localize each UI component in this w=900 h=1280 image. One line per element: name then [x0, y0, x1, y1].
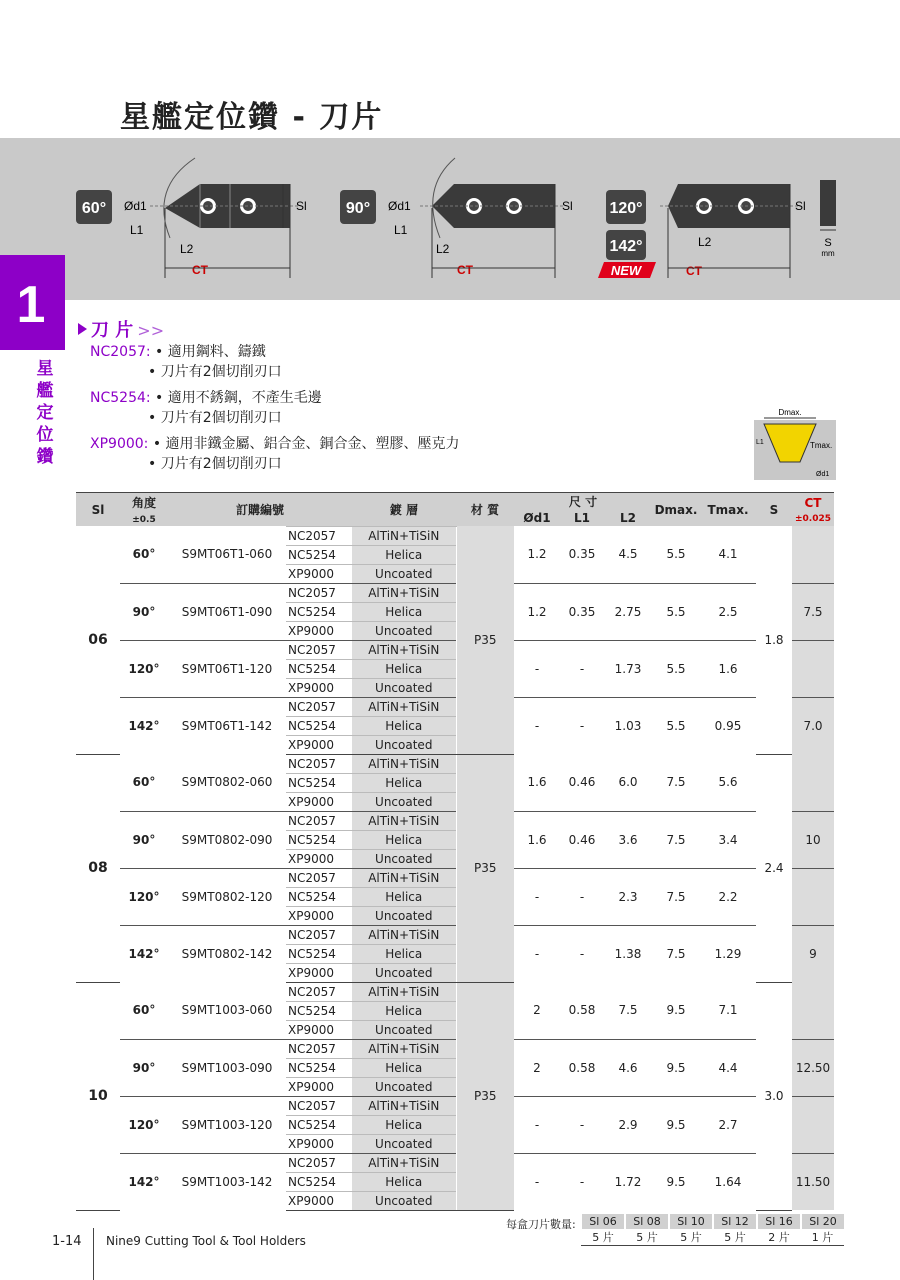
od1-label: Ød1	[816, 471, 830, 478]
th-dmax: Dmax.	[652, 493, 700, 527]
cell-grade: NC5254	[286, 1058, 352, 1077]
insert-figure-banner	[0, 138, 900, 300]
cell-l2: 1.73	[604, 640, 652, 697]
cell-coating: Uncoated	[352, 621, 456, 640]
insert-figures	[0, 138, 900, 300]
packaging-count: 5 片	[625, 1229, 669, 1246]
cell-angle: 60°	[132, 1003, 156, 1018]
th-l2: L2	[604, 510, 652, 526]
th-sl: Sl	[76, 493, 120, 527]
cell-grade: NC5254	[286, 602, 352, 621]
fig2-l2: L2	[436, 242, 450, 256]
cell-grade: NC2057	[286, 982, 352, 1001]
cell-coating: Helica	[352, 773, 456, 792]
cell-angle: 90°	[120, 811, 168, 868]
dmax-diagram	[754, 406, 836, 480]
packaging-size: Sl 16	[757, 1214, 801, 1229]
fig2-sl: Sl	[562, 199, 573, 213]
table-row	[76, 583, 834, 602]
cell-od1: -	[514, 868, 560, 925]
cell-order-code: S9MT1003-142	[168, 1153, 286, 1210]
th-angle: 角度 ±0.5	[120, 493, 168, 527]
chapter-number: 1	[0, 255, 62, 350]
cell-coating: Uncoated	[352, 564, 456, 583]
footer-brand: Nine9 Cutting Tool & Tool Holders	[106, 1234, 306, 1248]
cell-coating: AlTiN+TiSiN	[352, 697, 456, 716]
cell-tmax: 7.1	[718, 1003, 738, 1018]
cell-grade: NC5254	[286, 1115, 352, 1134]
packaging-label: 每盒刀片數量:	[506, 1218, 576, 1231]
cell-material: P35	[456, 982, 514, 1210]
cell-grade: NC5254	[286, 1001, 352, 1020]
cell-l2: 1.38	[604, 925, 652, 982]
table-row	[76, 754, 834, 773]
cell-od1: -	[514, 925, 560, 982]
cell-order-code: S9MT1003-060	[181, 1003, 273, 1018]
cell-s: 2.4	[756, 754, 792, 982]
section-arrows: >>	[137, 321, 165, 340]
fig2-od1: Ød1	[388, 199, 411, 213]
fig3-sl: Sl	[795, 199, 806, 213]
cell-coating: Helica	[352, 1115, 456, 1134]
cell-coating: Uncoated	[352, 735, 456, 754]
cell-l2: 2.9	[604, 1096, 652, 1153]
cell-od1: 1.6	[514, 811, 560, 868]
packaging-size: Sl 10	[669, 1214, 713, 1229]
th-l1: L1	[560, 510, 604, 526]
cell-grade: NC5254	[286, 887, 352, 906]
packaging-count: 5 片	[713, 1229, 757, 1246]
packaging-size: Sl 08	[625, 1214, 669, 1229]
cell-coating: Helica	[352, 887, 456, 906]
cell-ct: 7.0	[792, 697, 834, 754]
table-row	[76, 811, 834, 830]
cell-dmax: 7.5	[652, 868, 700, 925]
cell-coating: AlTiN+TiSiN	[352, 640, 456, 659]
packaging-table	[580, 1214, 844, 1246]
th-material: 材 質	[456, 493, 514, 527]
cell-coating: Uncoated	[352, 849, 456, 868]
cell-tmax: 0.95	[700, 697, 756, 754]
cell-coating: AlTiN+TiSiN	[352, 868, 456, 887]
cell-coating: AlTiN+TiSiN	[352, 1096, 456, 1115]
side-mm: mm	[821, 249, 835, 258]
cell-coating: Uncoated	[352, 1134, 456, 1153]
cell-grade: XP9000	[286, 1134, 352, 1153]
new-badge: NEW	[610, 263, 642, 278]
cell-l1: -	[560, 868, 604, 925]
fig3-angle2: 142°	[609, 238, 643, 255]
cell-angle: 60°	[132, 547, 156, 562]
cell-dmax: 5.5	[666, 547, 686, 562]
section-heading: 刀 片 >>	[78, 316, 164, 342]
cell-coating: Uncoated	[352, 792, 456, 811]
cell-od1: 2	[533, 1003, 541, 1018]
cell-grade: NC2057	[286, 526, 352, 545]
cell-l1: 0.35	[560, 583, 604, 640]
l1-label: L1	[756, 439, 764, 446]
th-tmax: Tmax.	[700, 493, 756, 527]
cell-coating: Uncoated	[352, 1077, 456, 1096]
cell-tmax: 4.1	[718, 547, 738, 562]
cell-grade: XP9000	[286, 906, 352, 925]
fig1-od1: Ød1	[124, 199, 147, 213]
fig1-l1: L1	[130, 223, 144, 237]
cell-angle: 120°	[120, 868, 168, 925]
packaging-size: Sl 06	[581, 1214, 625, 1229]
fig3-ct: CT	[686, 264, 702, 278]
th-order: 訂購編號	[168, 493, 352, 527]
cell-l1: 0.35	[568, 547, 596, 562]
th-coating: 鍍 層	[352, 493, 456, 527]
cell-dmax: 7.5	[666, 775, 686, 790]
cell-grade: NC5254	[286, 716, 352, 735]
cell-angle: 120°	[120, 640, 168, 697]
figure-60-insert	[76, 158, 307, 278]
page-title: 星艦定位鑽 - 刀片	[120, 100, 384, 135]
cell-ct: 12.50	[792, 1039, 834, 1096]
cell-coating: Uncoated	[352, 906, 456, 925]
cell-grade: NC2057	[286, 697, 352, 716]
cell-dmax: 7.5	[652, 925, 700, 982]
cell-l1: -	[560, 1096, 604, 1153]
fig1-ct: CT	[192, 263, 208, 277]
table-row	[76, 1039, 834, 1058]
cell-grade: NC2057	[286, 1096, 352, 1115]
fig1-angle: 60°	[81, 200, 107, 217]
figure-120-142-insert	[598, 180, 836, 278]
table-row	[76, 1096, 834, 1115]
cell-l1: 0.46	[560, 811, 604, 868]
cell-grade: NC2057	[286, 925, 352, 944]
packaging-count: 5 片	[581, 1229, 625, 1246]
cell-coating: Uncoated	[352, 963, 456, 982]
triangle-icon	[78, 323, 87, 335]
cell-order-code: S9MT1003-120	[168, 1096, 286, 1153]
cell-l2: 2.3	[604, 868, 652, 925]
cell-grade: NC5254	[286, 1172, 352, 1191]
cell-l1: 0.58	[568, 1003, 596, 1018]
cell-ct	[792, 526, 834, 583]
cell-od1: 1.2	[527, 547, 547, 562]
figure-90-insert	[340, 158, 573, 278]
cell-coating: AlTiN+TiSiN	[352, 583, 456, 602]
cell-ct	[792, 1096, 834, 1153]
cell-od1: -	[514, 1096, 560, 1153]
cell-coating: AlTiN+TiSiN	[352, 754, 456, 773]
cell-l2: 4.6	[604, 1039, 652, 1096]
cell-dmax: 5.5	[652, 583, 700, 640]
cell-grade: NC5254	[286, 545, 352, 564]
chapter-title: 星艦定位鑽	[36, 359, 54, 467]
cell-ct: 9	[792, 925, 834, 982]
cell-tmax: 3.4	[700, 811, 756, 868]
fig2-ct: CT	[457, 263, 473, 277]
table-row	[76, 925, 834, 944]
th-ct: CT ±0.025	[792, 493, 834, 527]
cell-angle: 142°	[120, 925, 168, 982]
cell-s: 1.8	[756, 526, 792, 754]
cell-grade: NC2057	[286, 640, 352, 659]
cell-grade: XP9000	[286, 963, 352, 982]
cell-coating: Helica	[352, 602, 456, 621]
cell-tmax: 5.6	[718, 775, 738, 790]
cell-grade: NC5254	[286, 659, 352, 678]
grade-desc-xp9000: XP9000: • 適用非鐵金屬、鋁合金、銅合金、塑膠、壓克力 • 刀片有2個切削刃口	[90, 436, 460, 472]
cell-coating: Helica	[352, 716, 456, 735]
cell-ct	[792, 640, 834, 697]
cell-tmax: 2.7	[700, 1096, 756, 1153]
cell-coating: Uncoated	[352, 678, 456, 697]
cell-tmax: 1.6	[700, 640, 756, 697]
table-row	[76, 526, 834, 545]
packaging-size: Sl 20	[801, 1214, 844, 1229]
packaging-count: 2 片	[757, 1229, 801, 1246]
cell-order-code: S9MT0802-120	[168, 868, 286, 925]
cell-grade: XP9000	[286, 792, 352, 811]
cell-coating: AlTiN+TiSiN	[352, 526, 456, 545]
cell-l2: 1.03	[604, 697, 652, 754]
cell-dmax: 9.5	[666, 1003, 686, 1018]
cell-s: 3.0	[756, 982, 792, 1210]
table-row	[76, 697, 834, 716]
cell-l2: 3.6	[604, 811, 652, 868]
cell-l1: -	[560, 1153, 604, 1210]
cell-l1: -	[560, 640, 604, 697]
cell-grade: NC2057	[286, 868, 352, 887]
cell-angle: 60°	[132, 775, 156, 790]
cell-ct: 10	[792, 811, 834, 868]
side-s: S	[824, 237, 832, 249]
cell-grade: NC5254	[286, 944, 352, 963]
cell-od1: 1.2	[514, 583, 560, 640]
cell-grade: XP9000	[286, 849, 352, 868]
cell-sl: 10	[76, 982, 120, 1210]
cell-l2: 2.75	[604, 583, 652, 640]
cell-coating: Helica	[352, 545, 456, 564]
fig2-angle: 90°	[345, 200, 371, 217]
cell-coating: Uncoated	[352, 1020, 456, 1039]
table-row	[76, 640, 834, 659]
th-s: S	[756, 493, 792, 527]
cell-grade: NC2057	[286, 1153, 352, 1172]
cell-coating: Helica	[352, 1001, 456, 1020]
cell-l2: 7.5	[618, 1003, 638, 1018]
cell-tmax: 4.4	[700, 1039, 756, 1096]
cell-order-code: S9MT06T1-142	[168, 697, 286, 754]
cell-dmax: 5.5	[652, 640, 700, 697]
cell-order-code: S9MT0802-090	[168, 811, 286, 868]
cell-angle: 120°	[120, 1096, 168, 1153]
cell-coating: Helica	[352, 1058, 456, 1077]
cell-order-code: S9MT06T1-090	[168, 583, 286, 640]
cell-coating: AlTiN+TiSiN	[352, 925, 456, 944]
cell-dmax: 7.5	[652, 811, 700, 868]
cell-order-code: S9MT0802-142	[168, 925, 286, 982]
packaging-count: 5 片	[669, 1229, 713, 1246]
cell-grade: NC5254	[286, 830, 352, 849]
cell-coating: Helica	[352, 830, 456, 849]
page-number: 1-14	[52, 1234, 82, 1249]
cell-l2: 4.5	[618, 547, 638, 562]
grade-desc-nc5254: NC5254: • 適用不銹鋼，不產生毛邊 • 刀片有2個切削刃口	[90, 390, 322, 426]
cell-dmax: 5.5	[652, 697, 700, 754]
cell-grade: NC2057	[286, 754, 352, 773]
cell-ct: 7.5	[792, 583, 834, 640]
cell-angle: 142°	[120, 697, 168, 754]
cell-sl: 06	[76, 526, 120, 754]
fig3-l2: L2	[698, 235, 712, 249]
table-row	[76, 868, 834, 887]
cell-od1: 1.6	[527, 775, 547, 790]
cell-od1: -	[514, 640, 560, 697]
cell-od1: 2	[514, 1039, 560, 1096]
cell-grade: NC2057	[286, 583, 352, 602]
table-row	[76, 982, 834, 1001]
tmax-label: Tmax.	[810, 441, 833, 450]
cell-angle: 90°	[120, 1039, 168, 1096]
fig2-l1: L1	[394, 223, 408, 237]
cell-tmax: 1.64	[700, 1153, 756, 1210]
fig1-sl: Sl	[296, 199, 307, 213]
cell-l1: 0.46	[568, 775, 596, 790]
cell-grade: XP9000	[286, 678, 352, 697]
cell-grade: NC2057	[286, 1039, 352, 1058]
packaging-count: 1 片	[801, 1229, 844, 1246]
cell-coating: AlTiN+TiSiN	[352, 1039, 456, 1058]
cell-ct	[792, 754, 834, 811]
grade-desc-nc2057: NC2057: • 適用鋼料、鑄鐵 • 刀片有2個切削刃口	[90, 344, 282, 380]
cell-grade: XP9000	[286, 1020, 352, 1039]
cell-coating: Helica	[352, 944, 456, 963]
cell-coating: Uncoated	[352, 1191, 456, 1210]
dmax-label: Dmax.	[778, 408, 802, 417]
cell-od1: -	[514, 697, 560, 754]
cell-sl: 08	[76, 754, 120, 982]
cell-tmax: 2.5	[700, 583, 756, 640]
cell-dmax: 9.5	[652, 1153, 700, 1210]
cell-order-code: S9MT0802-060	[181, 775, 273, 790]
th-od1: Ød1	[514, 510, 560, 526]
cell-coating: Helica	[352, 1172, 456, 1191]
cell-ct	[792, 982, 834, 1039]
cell-grade: NC2057	[286, 811, 352, 830]
cell-material: P35	[456, 754, 514, 982]
footer-divider	[93, 1228, 94, 1280]
cell-grade: NC5254	[286, 773, 352, 792]
cell-grade: XP9000	[286, 1077, 352, 1096]
cell-ct	[792, 868, 834, 925]
cell-od1: -	[514, 1153, 560, 1210]
cell-grade: XP9000	[286, 564, 352, 583]
cell-l2: 6.0	[618, 775, 638, 790]
cell-l1: -	[560, 697, 604, 754]
spec-table-body	[76, 526, 834, 1210]
table-row	[76, 1153, 834, 1172]
cell-order-code: S9MT06T1-060	[181, 547, 273, 562]
cell-material: P35	[456, 526, 514, 754]
cell-order-code: S9MT06T1-120	[168, 640, 286, 697]
cell-coating: AlTiN+TiSiN	[352, 1153, 456, 1172]
spec-table	[76, 492, 834, 1211]
chapter-bar	[62, 255, 65, 350]
cell-l1: 0.58	[560, 1039, 604, 1096]
cell-angle: 90°	[120, 583, 168, 640]
cell-grade: XP9000	[286, 735, 352, 754]
cell-grade: XP9000	[286, 621, 352, 640]
cell-coating: Helica	[352, 659, 456, 678]
cell-order-code: S9MT1003-090	[168, 1039, 286, 1096]
packaging-size: Sl 12	[713, 1214, 757, 1229]
cell-l2: 1.72	[604, 1153, 652, 1210]
th-size: 尺 寸	[514, 493, 652, 511]
cell-tmax: 1.29	[700, 925, 756, 982]
fig1-l2: L2	[180, 242, 194, 256]
cell-dmax: 9.5	[652, 1039, 700, 1096]
cell-l1: -	[560, 925, 604, 982]
cell-ct: 11.50	[792, 1153, 834, 1210]
cell-coating: AlTiN+TiSiN	[352, 982, 456, 1001]
cell-tmax: 2.2	[700, 868, 756, 925]
cell-dmax: 9.5	[652, 1096, 700, 1153]
cell-angle: 142°	[120, 1153, 168, 1210]
fig3-angle: 120°	[609, 200, 643, 217]
cell-coating: AlTiN+TiSiN	[352, 811, 456, 830]
cell-grade: XP9000	[286, 1191, 352, 1210]
